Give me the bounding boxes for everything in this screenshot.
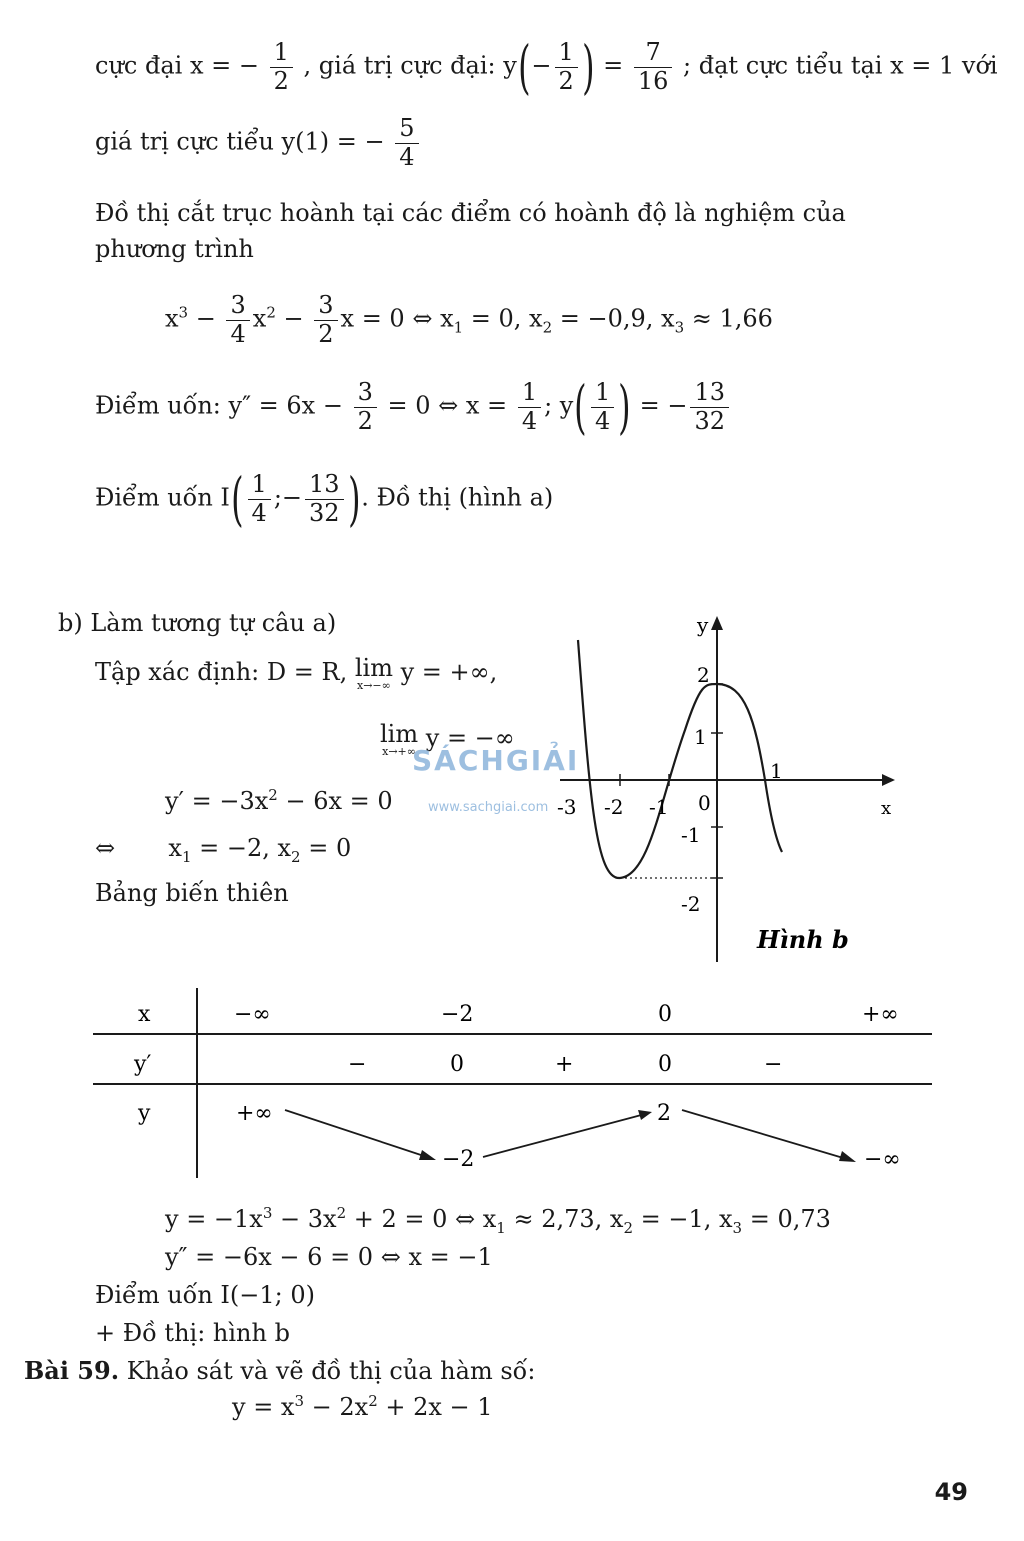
critical-points-line: ⇔ $x_1 = -2$, $x_2 = 0$: [95, 834, 352, 866]
fraction: $\frac{3}{2}$: [314, 292, 337, 348]
limit-line: lim x→+∞ y = −∞: [380, 720, 515, 758]
limit-operator: lim x→+∞: [380, 720, 419, 758]
watermark-url: www.sachgiai.com: [428, 800, 549, 815]
max-value-line: cực đại x = − $\frac{1}{2}$ , giá trị cực đại: y(− $\frac{1}{2}$ ) = $\frac{7}{16}$ ; đạt cực tiểu tại x = 1 với: [95, 33, 998, 101]
y-tick-label: -1: [681, 823, 701, 847]
page-number: 49: [934, 1478, 968, 1506]
inflection-point-b: Điểm uốn I(−1; 0): [95, 1281, 315, 1309]
row-label-y: y: [138, 1101, 151, 1126]
y-value: −2: [442, 1147, 475, 1172]
graph-reference: + Đồ thị: hình b: [95, 1319, 290, 1347]
x-tick-label: -3: [557, 795, 577, 819]
inflection-equation-a: Điểm uốn: y″ = 6x − $\frac{3}{2}$ = 0 ⇔ x = $\frac{1}{4}$ ; y( $\frac{1}{4}$ ) = − $\frac{13}{32}$: [95, 378, 732, 436]
y-axis-label: y: [697, 613, 709, 637]
second-derivative-line: y″ = −6x − 6 = 0 ⇔ x = −1: [165, 1243, 493, 1271]
x-value: 0: [658, 1002, 672, 1027]
table-title: Bảng biến thiên: [95, 879, 289, 907]
fraction: $\frac{7}{16}$: [634, 39, 673, 95]
y-axis-arrow: [711, 616, 723, 630]
row-label-yprime: y′: [134, 1052, 152, 1077]
x-tick-label: -1: [649, 795, 669, 819]
x-value: −∞: [234, 1002, 271, 1027]
watermark-brand: SÁCHGIẢI: [412, 744, 580, 777]
paragraph-text: phương trình: [95, 235, 254, 263]
x-value: −2: [441, 1002, 474, 1027]
min-value-line: giá trị cực tiểu y(1) = − $\frac{5}{4}$: [95, 115, 422, 171]
limit-operator: lim x→−∞: [354, 654, 393, 692]
variation-table: [80, 980, 950, 1180]
yprime-sign: −: [764, 1052, 783, 1077]
y-value: −∞: [864, 1147, 901, 1172]
x-tick-label: -2: [604, 795, 624, 819]
y-tick-label: 1: [694, 725, 707, 749]
yprime-value: 0: [658, 1052, 672, 1077]
roots-line-b: $y = -1x^3 - 3x^2 + 2 = 0$ ⇔ $x_1 \approx 2,73$, $x_2 = -1$, $x_3 = 0,73$: [165, 1204, 831, 1237]
fraction: $\frac{5}{4}$: [395, 115, 418, 171]
paragraph-text: Đồ thị cắt trục hoành tại các điểm có hoành độ là nghiệm của: [95, 199, 846, 227]
arrowhead: [419, 1150, 436, 1160]
equation-roots-a: $x^3$ − $\frac{3}{4}$ $x^2$ − $\frac{3}{2}$ x = 0 ⇔ $x_1 = 0$, $x_2 = -0,9$, $x_3 \approx 1,66$: [165, 291, 773, 348]
increase-arrow: [483, 1114, 645, 1157]
fraction: $\frac{1}{4}$: [248, 471, 271, 527]
x-axis-label: x: [881, 798, 892, 819]
fraction: $\frac{1}{4}$: [518, 379, 541, 435]
origin-label: 0: [698, 791, 711, 815]
exercise-label: Bài 59.: [24, 1356, 120, 1385]
row-label-x: x: [138, 1002, 151, 1027]
exercise-heading: [24, 1356, 535, 1386]
domain-line: Tập xác định: D = R, lim x→−∞ y = +∞,: [95, 654, 498, 692]
fraction: $\frac{1}{2}$: [270, 39, 293, 95]
fraction: $\frac{13}{32}$: [305, 471, 344, 527]
inflection-point-a: Điểm uốn I( $\frac{1}{4}$ ;− $\frac{13}{32}$ ). Đồ thị (hình a): [95, 465, 554, 533]
x-tick-label: 1: [770, 759, 783, 783]
yprime-value: 0: [450, 1052, 464, 1077]
yprime-sign: +: [555, 1052, 574, 1077]
figure-b-graph: [540, 600, 920, 980]
derivative-line: $y' = -3x^2 - 6x = 0$: [165, 786, 393, 815]
x-value: +∞: [862, 1002, 899, 1027]
fraction: $\frac{1}{2}$: [555, 39, 578, 95]
fraction: $\frac{3}{2}$: [354, 379, 377, 435]
fraction: $\frac{1}{4}$: [591, 379, 614, 435]
fraction: $\frac{13}{32}$: [690, 379, 729, 435]
decrease-arrow: [682, 1110, 850, 1160]
fraction: $\frac{3}{4}$: [226, 292, 249, 348]
y-tick-label: 2: [697, 663, 710, 687]
yprime-sign: −: [348, 1052, 367, 1077]
exercise-function: $y = x^3 - 2x^2 + 2x - 1$: [232, 1392, 493, 1421]
arrowhead: [839, 1151, 856, 1162]
x-axis-arrow: [882, 774, 895, 786]
exercise-prompt: Khảo sát và vẽ đồ thị của hàm số:: [126, 1357, 536, 1385]
y-tick-label: -2: [681, 892, 701, 916]
cubic-curve: [578, 640, 782, 878]
decrease-arrow: [285, 1110, 430, 1158]
figure-caption: Hình b: [757, 925, 849, 954]
y-value: 2: [657, 1101, 671, 1126]
arrowhead: [638, 1110, 652, 1120]
y-value: +∞: [236, 1101, 273, 1126]
part-b-heading: b) Làm tương tự câu a): [58, 609, 337, 637]
